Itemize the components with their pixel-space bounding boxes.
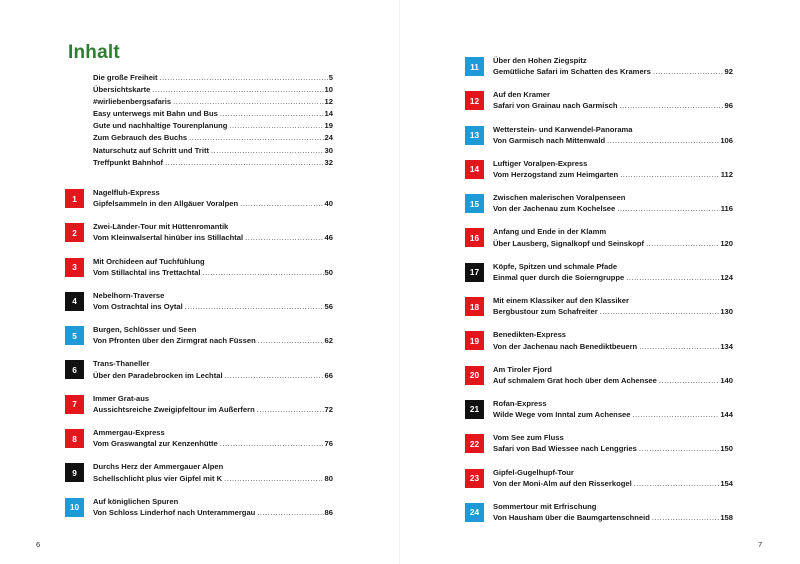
tour-subtitle-line <box>93 474 333 485</box>
tour-page: 50 <box>324 267 333 277</box>
tour-page: 158 <box>720 513 733 523</box>
tour-subtitle-line <box>493 513 733 524</box>
tour-title-line <box>493 227 733 238</box>
tour-text <box>493 227 733 249</box>
tour-title: Auf den Kramer <box>493 90 550 100</box>
tour-text <box>93 188 333 210</box>
toc-entry-page: 24 <box>324 133 333 143</box>
tour-subtitle: Schellschlicht plus vier Gipfel mit K <box>93 473 223 483</box>
tour-title: Trans-Thaneller <box>93 359 150 369</box>
tour-subtitle: Von der Jachenau nach Benediktbeuern <box>493 341 638 351</box>
leader-dots <box>607 136 719 145</box>
leader-dots <box>617 204 719 213</box>
leader-dots <box>626 273 719 282</box>
tour-subtitle-line <box>493 410 733 421</box>
tour-text <box>93 291 333 313</box>
tour-page: 66 <box>324 370 333 380</box>
toc-entry-label: Übersichtskarte <box>93 85 151 95</box>
tour-subtitle: Von der Moni-Alm auf den Risserkogel <box>493 478 632 488</box>
tour-title-line <box>93 291 333 302</box>
tour-title: Anfang und Ende in der Klamm <box>493 227 607 237</box>
tour-subtitle: Safari von Bad Wiessee nach Lenggries <box>493 444 637 454</box>
tour-subtitle-line <box>93 405 333 416</box>
tour-title-line <box>93 462 333 473</box>
tour-title: Durchs Herz der Ammergauer Alpen <box>93 462 224 472</box>
tour-subtitle: Vom Ostrachtal ins Oytal <box>93 302 183 312</box>
tour-page: 154 <box>720 478 733 488</box>
tour-subtitle-line <box>493 342 733 353</box>
tour-title: Zwischen malerischen Voralpenseen <box>493 193 626 203</box>
tour-number-badge: 20 <box>465 366 484 385</box>
tour-number-badge: 9 <box>65 463 84 482</box>
tour-number-badge: 21 <box>465 400 484 419</box>
tour-title: Ammergau-Express <box>93 428 165 438</box>
toc-entry[interactable] <box>93 121 333 133</box>
leader-dots <box>634 479 720 488</box>
tour-subtitle: Vom Herzogstand zum Heimgarten <box>493 170 619 180</box>
tour-number-badge: 11 <box>465 57 484 76</box>
tour-number-badge: 1 <box>65 189 84 208</box>
tour-text <box>493 56 733 78</box>
tour-number-badge: 23 <box>465 469 484 488</box>
tour-title-line <box>93 394 333 405</box>
tour-subtitle-line <box>93 199 333 210</box>
leader-dots <box>258 336 324 345</box>
tour-number-badge: 12 <box>465 91 484 110</box>
tour-title-line <box>493 468 733 479</box>
page-number-right: 7 <box>758 540 763 549</box>
tour-page: 134 <box>720 341 733 351</box>
tour-title-line <box>493 159 733 170</box>
tour-text <box>93 497 333 519</box>
tour-number-badge: 17 <box>465 263 484 282</box>
tour-text <box>493 193 733 215</box>
toc-entry-label: Treffpunkt Bahnhof <box>93 157 164 167</box>
tour-page: 124 <box>720 272 733 282</box>
tour-number-badge: 15 <box>465 194 484 213</box>
tour-number-badge: 14 <box>465 160 484 179</box>
tour-title-line <box>493 433 733 444</box>
leader-dots <box>652 513 719 522</box>
tour-text <box>93 428 333 450</box>
toc-entry-label: #wirliebenbergsafaris <box>93 97 172 107</box>
tour-text <box>93 359 333 381</box>
tour-title-line <box>493 125 733 136</box>
tour-subtitle-line <box>493 376 733 387</box>
leader-dots <box>225 371 324 380</box>
leader-dots <box>173 97 323 106</box>
tour-title: Nagelfluh-Express <box>93 188 160 197</box>
tour-text <box>493 296 733 318</box>
leader-dots <box>245 233 323 242</box>
tour-title: Rofan-Express <box>493 398 547 408</box>
page-title: Inhalt <box>68 42 120 63</box>
tour-text <box>93 257 333 279</box>
tour-title: Am Tiroler Fjord <box>493 364 552 374</box>
tour-title-line <box>493 365 733 376</box>
tour-number-badge: 19 <box>465 331 484 350</box>
toc-entry[interactable] <box>93 109 333 121</box>
leader-dots <box>165 158 324 167</box>
leader-dots <box>229 121 323 130</box>
tour-subtitle: Safari von Grainau nach Garmisch <box>493 101 618 111</box>
tour-number-badge: 5 <box>65 326 84 345</box>
toc-entry-page: 30 <box>324 145 333 155</box>
tour-page: 106 <box>720 135 733 145</box>
toc-entry[interactable] <box>93 85 333 97</box>
tour-page: 72 <box>324 404 333 414</box>
toc-entry-label: Die große Freiheit <box>93 73 158 82</box>
toc-entry-label: Easy unterwegs mit Bahn und Bus <box>93 109 218 119</box>
leader-dots <box>620 170 720 179</box>
tour-title: Burgen, Schlösser und Seen <box>93 325 197 335</box>
tour-subtitle: Auf schmalem Grat hoch über dem Achensee <box>493 375 657 385</box>
tour-title: Über den Hohen Ziegspitz <box>493 56 587 65</box>
leader-dots <box>152 85 323 94</box>
tour-page: 112 <box>720 170 733 180</box>
tour-subtitle-line <box>93 336 333 347</box>
tour-subtitle-line <box>493 101 733 112</box>
leader-dots <box>639 444 719 453</box>
tour-number-badge: 4 <box>65 292 84 311</box>
toc-entry-page: 5 <box>328 73 333 82</box>
toc-entry-page: 10 <box>324 85 333 95</box>
leader-dots <box>620 101 724 110</box>
tour-subtitle: Über Lausberg, Signalkopf und Seinskopf <box>493 238 645 248</box>
tour-page: 56 <box>324 302 333 312</box>
tour-text <box>93 394 333 416</box>
tour-text <box>93 462 333 484</box>
tour-subtitle: Vom Graswangtal zur Kenzenhütte <box>93 439 218 449</box>
tour-title-line <box>93 257 333 268</box>
tour-page: 96 <box>724 101 733 111</box>
tour-title: Luftiger Voralpen-Express <box>493 158 588 168</box>
tour-subtitle-line <box>493 239 733 250</box>
leader-dots <box>211 146 324 155</box>
leader-dots <box>240 199 323 208</box>
tour-subtitle-line <box>93 268 333 279</box>
intro-list <box>93 73 333 170</box>
leader-dots <box>257 508 323 517</box>
toc-entry-page: 12 <box>324 97 333 107</box>
tour-number-badge: 2 <box>65 223 84 242</box>
right-page <box>400 0 800 564</box>
tour-subtitle-line <box>493 273 733 284</box>
tour-subtitle: Von Hausham über die Baumgartenschneid <box>493 513 650 523</box>
tour-page: 120 <box>720 238 733 248</box>
tour-page: 130 <box>720 307 733 317</box>
tour-title-line <box>93 188 333 199</box>
leader-dots <box>639 342 719 351</box>
toc-entry-page: 19 <box>324 121 333 131</box>
tour-title-line <box>493 399 733 410</box>
tour-title-line <box>93 428 333 439</box>
tour-title-line <box>493 296 733 307</box>
tour-title-line <box>493 90 733 101</box>
tour-page: 62 <box>324 336 333 346</box>
leader-dots <box>224 474 323 483</box>
tour-subtitle: Wilde Wege vom Inntal zum Achensee <box>493 410 631 420</box>
tour-number-badge: 16 <box>465 228 484 247</box>
tour-title: Zwei-Länder-Tour mit Hüttenromantik <box>93 222 229 232</box>
tour-title: Gipfel-Gugelhupf-Tour <box>493 467 574 477</box>
leader-dots <box>659 376 719 385</box>
tour-page: 92 <box>724 67 733 77</box>
tour-page: 140 <box>720 375 733 385</box>
tour-text <box>493 90 733 112</box>
tour-number-badge: 22 <box>465 434 484 453</box>
tour-page: 40 <box>324 199 333 209</box>
tour-text <box>493 502 733 524</box>
leader-dots <box>646 239 719 248</box>
tour-title-line <box>493 56 733 67</box>
tour-page: 144 <box>720 410 733 420</box>
tour-text <box>493 262 733 284</box>
toc-entry[interactable] <box>93 97 333 109</box>
tour-number-badge: 13 <box>465 126 484 145</box>
tour-title-line <box>493 330 733 341</box>
tour-subtitle-line <box>493 307 733 318</box>
tour-title-line <box>93 222 333 233</box>
tour-page: 86 <box>324 507 333 517</box>
tour-title: Immer Grat-aus <box>93 393 150 403</box>
tour-text <box>493 433 733 455</box>
tour-title-line <box>493 262 733 273</box>
tour-page: 46 <box>324 233 333 243</box>
leader-dots <box>600 307 720 316</box>
tour-title-line <box>93 325 333 336</box>
tour-number-badge: 10 <box>65 498 84 517</box>
page-number-left: 6 <box>36 540 41 549</box>
tour-subtitle: Von Schloss Linderhof nach Unterammergau <box>93 507 256 517</box>
tour-text <box>93 222 333 244</box>
tour-text <box>493 468 733 490</box>
tour-subtitle-line <box>93 371 333 382</box>
tour-subtitle: Von der Jachenau zum Kochelsee <box>493 204 616 214</box>
leader-dots <box>653 67 724 76</box>
toc-entry[interactable] <box>93 133 333 145</box>
tour-page: 116 <box>720 204 733 214</box>
tour-page: 80 <box>324 473 333 483</box>
tour-subtitle: Aussichtsreiche Zweigipfeltour im Außerfern <box>93 404 255 414</box>
tour-subtitle-line <box>493 479 733 490</box>
tour-text <box>493 365 733 387</box>
tour-subtitle: Gipfelsammeln in den Allgäuer Voralpen <box>93 199 239 209</box>
tour-number-badge: 8 <box>65 429 84 448</box>
tour-text <box>493 330 733 352</box>
tour-subtitle-line <box>493 444 733 455</box>
leader-dots <box>220 439 324 448</box>
tour-number-badge: 7 <box>65 395 84 414</box>
tour-title: Auf königlichen Spuren <box>93 496 179 506</box>
tour-subtitle-line <box>493 204 733 215</box>
tour-text <box>93 325 333 347</box>
tour-title: Köpfe, Spitzen und schmale Pfade <box>493 261 618 271</box>
leader-dots <box>189 133 323 142</box>
tour-text <box>493 159 733 181</box>
leader-dots <box>257 405 324 414</box>
toc-entry-label: Naturschutz auf Schritt und Tritt <box>93 145 210 155</box>
tour-title: Wetterstein- und Karwendel-Panorama <box>493 124 633 134</box>
tour-subtitle-line <box>493 170 733 181</box>
tour-subtitle-line <box>93 302 333 313</box>
tour-subtitle-line <box>493 136 733 147</box>
leader-dots <box>220 109 324 118</box>
tour-subtitle: Bergbustour zum Schafreiter <box>493 307 598 317</box>
tour-title-line <box>93 497 333 508</box>
tour-subtitle: Vom Kleinwalsertal hinüber ins Stillachtal <box>93 233 244 243</box>
tour-title-line <box>493 193 733 204</box>
tour-title: Mit einem Klassiker auf den Klassiker <box>493 296 629 306</box>
tour-subtitle-line <box>93 508 333 519</box>
toc-entry-label: Zum Gebrauch des Buchs <box>93 133 188 143</box>
leader-dots <box>160 73 328 82</box>
tour-number-badge: 3 <box>65 258 84 277</box>
tour-title: Sommertour mit Erfrischung <box>493 501 597 511</box>
tour-number-badge: 6 <box>65 360 84 379</box>
tour-subtitle-line <box>93 439 333 450</box>
toc-entry-label: Gute und nachhaltige Tourenplanung <box>93 121 228 131</box>
tour-number-badge: 18 <box>465 297 484 316</box>
tour-number-badge: 24 <box>465 503 484 522</box>
tour-page: 150 <box>720 444 733 454</box>
toc-entry[interactable] <box>93 146 333 158</box>
toc-entry[interactable] <box>93 158 333 170</box>
tour-text <box>493 125 733 147</box>
tour-subtitle-line <box>93 233 333 244</box>
tour-text <box>493 399 733 421</box>
tour-subtitle: Vom Stillachtal ins Trettachtal <box>93 267 201 277</box>
tour-subtitle: Einmal quer durch die Soierngruppe <box>493 272 625 282</box>
tour-title-line <box>93 359 333 370</box>
tour-title: Nebelhorn-Traverse <box>93 290 165 300</box>
tour-subtitle: Gemütliche Safari im Schatten des Kramers <box>493 67 651 77</box>
tour-subtitle-line <box>493 67 733 78</box>
tour-subtitle: Von Pfronten über den Zirmgrat nach Füssen <box>93 336 256 346</box>
tour-title: Benedikten-Express <box>493 330 567 340</box>
leader-dots <box>185 302 324 311</box>
tour-title-line <box>493 502 733 513</box>
tour-title: Mit Orchideen auf Tuchfühlung <box>93 256 205 266</box>
tour-page: 76 <box>324 439 333 449</box>
toc-entry-page: 32 <box>324 157 333 167</box>
toc-entry[interactable] <box>93 73 333 85</box>
tour-subtitle: Über den Paradebrocken im Lechtal <box>93 370 223 380</box>
leader-dots <box>633 410 720 419</box>
tour-title: Vom See zum Fluss <box>493 433 564 443</box>
tour-subtitle: Von Garmisch nach Mittenwald <box>493 135 606 145</box>
leader-dots <box>202 268 323 277</box>
toc-entry-page: 14 <box>324 109 333 119</box>
